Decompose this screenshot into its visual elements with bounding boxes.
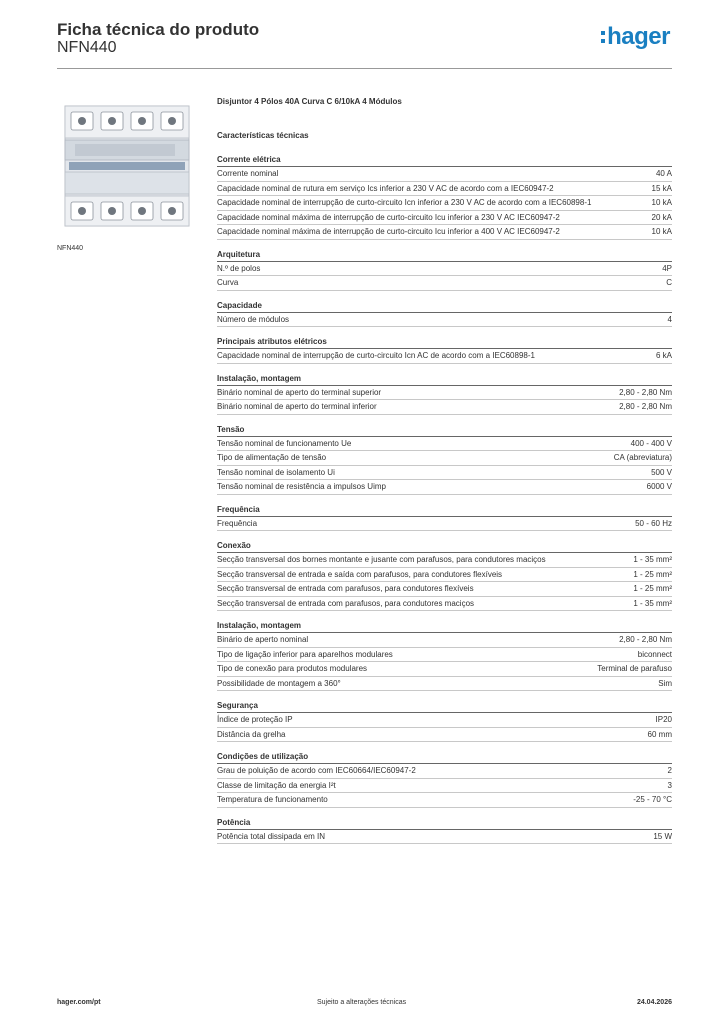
- spec-row: [217, 225, 672, 240]
- spec-value: 10 kA: [651, 227, 672, 236]
- section-title: Tensão: [217, 424, 672, 437]
- spec-row: [217, 582, 672, 597]
- spec-row: [217, 764, 672, 779]
- spec-label: Grau de poluição de acordo com IEC60664/IEC60947-2: [217, 766, 416, 775]
- footer-notice: Sujeito a alterações técnicas: [317, 999, 407, 1006]
- spec-value: -25 - 70 °C: [633, 795, 672, 804]
- spec-row: [217, 167, 672, 182]
- spec-value: 500 V: [651, 467, 672, 477]
- spec-label: Secção transversal de entrada e saída com parafusos, para condutores flexíveis: [217, 569, 503, 579]
- spec-row: [217, 517, 672, 532]
- spec-value: 15 kA: [651, 183, 672, 193]
- spec-label: Capacidade nominal de interrupção de curto-circuito Icn inferior a 230 V AC de acordo com a IEC60898-1: [217, 198, 592, 207]
- spec-row: [217, 451, 672, 466]
- spec-row: [217, 276, 672, 291]
- spec-label: Número de módulos: [217, 314, 290, 324]
- spec-section: [217, 300, 672, 328]
- section-title: Conexão: [217, 540, 672, 553]
- spec-section: [217, 249, 672, 291]
- spec-value: 3: [667, 780, 672, 790]
- spec-section: [217, 620, 672, 691]
- section-title: Potência: [217, 817, 672, 830]
- spec-label: Temperatura de funcionamento: [217, 795, 328, 804]
- spec-row: [217, 662, 672, 677]
- product-name: Disjuntor 4 Pólos 40A Curva C 6/10kA 4 Módulos: [217, 97, 402, 106]
- spec-label: Tensão nominal de isolamento Ui: [217, 467, 335, 477]
- spec-row: [217, 313, 672, 328]
- product-image: [57, 96, 201, 240]
- spec-row: [217, 262, 672, 277]
- spec-value: IP20: [655, 715, 672, 724]
- section-title: Arquitetura: [217, 249, 672, 262]
- specs-heading: Características técnicas: [217, 131, 309, 140]
- footer-website[interactable]: hager.com/pt: [57, 999, 101, 1006]
- spec-value: 400 - 400 V: [630, 438, 672, 448]
- spec-label: N.º de polos: [217, 263, 261, 273]
- spec-value: 10 kA: [651, 198, 672, 207]
- spec-row: [217, 211, 672, 226]
- spec-value: 1 - 25 mm²: [633, 584, 672, 593]
- section-title: Principais atributos elétricos: [217, 336, 672, 349]
- spec-section: [217, 336, 672, 364]
- spec-value: 20 kA: [651, 212, 672, 222]
- spec-label: Tensão nominal de funcionamento Ue: [217, 438, 352, 448]
- spec-value: 60 mm: [647, 729, 672, 739]
- spec-label: Secção transversal de entrada com parafusos, para condutores flexíveis: [217, 584, 474, 593]
- spec-row: [217, 830, 672, 845]
- spec-value: C: [666, 278, 672, 287]
- footer-date: 24.04.2026: [636, 999, 672, 1006]
- spec-value: CA (abreviatura): [613, 453, 672, 462]
- document-title: Ficha técnica do produto: [57, 20, 260, 39]
- spec-value: 15 W: [653, 831, 672, 841]
- header-divider: [57, 68, 672, 69]
- spec-row: [217, 793, 672, 808]
- logo-text: hager: [607, 23, 670, 50]
- spec-row: [217, 196, 672, 211]
- product-code: NFN440: [57, 39, 117, 56]
- logo-dots-icon: [601, 24, 605, 50]
- spec-row: [217, 713, 672, 728]
- spec-section: [217, 751, 672, 808]
- spec-section: [217, 817, 672, 845]
- spec-section: [217, 373, 672, 415]
- spec-row: [217, 386, 672, 401]
- spec-value: 1 - 25 mm²: [633, 569, 672, 579]
- spec-section: [217, 154, 672, 240]
- spec-label: Corrente nominal: [217, 169, 279, 178]
- spec-row: [217, 400, 672, 415]
- spec-section: [217, 700, 672, 742]
- section-title: Instalação, montagem: [217, 373, 672, 386]
- circuit-breaker-icon: [57, 96, 201, 240]
- spec-value: 6 kA: [655, 351, 672, 360]
- spec-label: Tensão nominal de resistência a impulsos Uimp: [217, 482, 386, 491]
- spec-value: biconnect: [637, 649, 672, 659]
- spec-label: Índice de proteção IP: [217, 715, 293, 724]
- spec-sections: [217, 154, 672, 844]
- page-header: [57, 20, 672, 68]
- spec-label: Capacidade nominal de rutura em serviço Ics inferior a 230 V AC de acordo com a IEC60947-2: [217, 183, 554, 193]
- spec-row: [217, 349, 672, 364]
- spec-row: [217, 466, 672, 481]
- image-caption: NFN440: [57, 245, 84, 252]
- spec-label: Capacidade nominal máxima de interrupção de curto-circuito Icu inferior a 230 V AC IEC60947-2: [217, 212, 560, 222]
- spec-row: [217, 779, 672, 794]
- spec-value: 6000 V: [646, 482, 672, 491]
- spec-label: Tipo de ligação inferior para aparelhos modulares: [217, 649, 393, 659]
- spec-row: [217, 480, 672, 495]
- spec-row: [217, 553, 672, 568]
- spec-value: 4: [667, 314, 672, 324]
- page-footer: [57, 999, 672, 1011]
- spec-section: [217, 540, 672, 611]
- section-title: Condições de utilização: [217, 751, 672, 764]
- spec-label: Capacidade nominal máxima de interrupção de curto-circuito Icu inferior a 400 V AC IEC60947-2: [217, 227, 560, 236]
- spec-section: [217, 424, 672, 495]
- spec-row: [217, 597, 672, 612]
- spec-row: [217, 648, 672, 663]
- spec-content: [217, 96, 672, 853]
- spec-label: Binário nominal de aperto do terminal inferior: [217, 402, 377, 411]
- spec-section: [217, 504, 672, 532]
- spec-value: 4P: [662, 263, 672, 273]
- section-title: Corrente elétrica: [217, 154, 672, 167]
- spec-row: [217, 633, 672, 648]
- spec-row: [217, 437, 672, 452]
- spec-label: Secção transversal de entrada com parafusos, para condutores maciços: [217, 598, 475, 608]
- spec-value: Terminal de parafuso: [597, 664, 672, 673]
- section-title: Instalação, montagem: [217, 620, 672, 633]
- spec-label: Binário de aperto nominal: [217, 635, 309, 644]
- section-title: Capacidade: [217, 300, 672, 313]
- spec-label: Tipo de alimentação de tensão: [217, 453, 327, 462]
- spec-label: Secção transversal dos bornes montante e jusante com parafusos, para condutores maciços: [217, 555, 546, 564]
- spec-label: Distância da grelha: [217, 729, 286, 739]
- hager-logo: [601, 24, 670, 50]
- spec-value: 40 A: [655, 169, 672, 178]
- section-title: Frequência: [217, 504, 672, 517]
- spec-label: Classe de limitação da energia I²t: [217, 780, 336, 790]
- spec-value: 2,80 - 2,80 Nm: [619, 387, 672, 397]
- spec-label: Binário nominal de aperto do terminal superior: [217, 387, 382, 397]
- spec-label: Possibilidade de montagem a 360°: [217, 678, 341, 688]
- spec-label: Tipo de conexão para produtos modulares: [217, 664, 368, 673]
- spec-value: 1 - 35 mm²: [633, 598, 672, 608]
- spec-label: Capacidade nominal de interrupção de curto-circuito Icn AC de acordo com a IEC60898-1: [217, 351, 535, 360]
- spec-row: [217, 182, 672, 197]
- spec-value: 2,80 - 2,80 Nm: [619, 402, 672, 411]
- spec-row: [217, 568, 672, 583]
- section-title: Segurança: [217, 700, 672, 713]
- spec-value: 2,80 - 2,80 Nm: [619, 635, 672, 644]
- spec-value: 1 - 35 mm²: [633, 555, 672, 564]
- spec-value: Sim: [658, 678, 672, 688]
- spec-row: [217, 728, 672, 743]
- spec-label: Frequência: [217, 518, 258, 528]
- spec-row: [217, 677, 672, 692]
- spec-label: Curva: [217, 278, 239, 287]
- spec-value: 2: [667, 766, 672, 775]
- spec-label: Potência total dissipada em IN: [217, 831, 326, 841]
- spec-value: 50 - 60 Hz: [635, 518, 672, 528]
